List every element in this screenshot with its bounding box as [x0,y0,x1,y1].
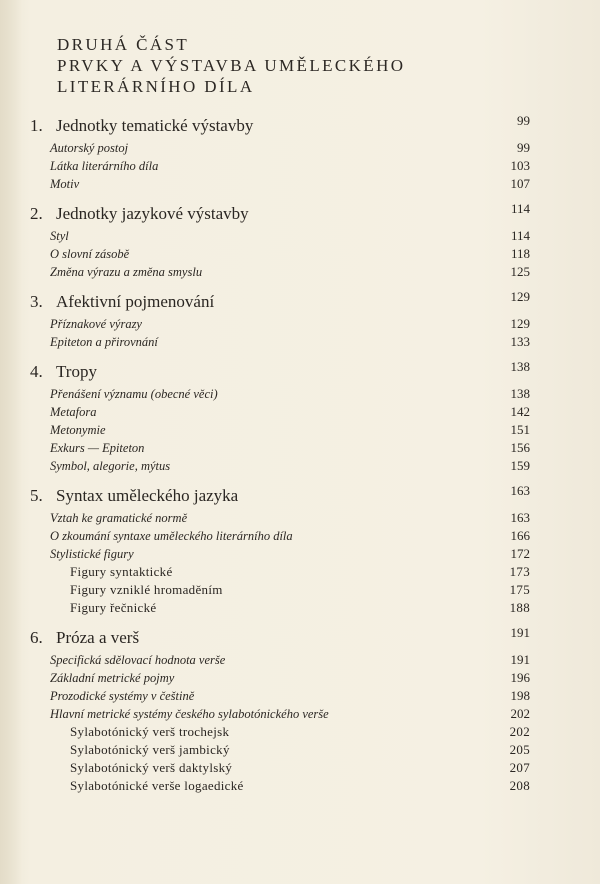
section-title: Próza a verš [56,628,140,647]
entry-title: O slovní zásobě [50,247,130,261]
part-heading-line-3: LITERÁRNÍHO DÍLA [57,77,255,96]
entry-title: Sylabotónický verš jambický [70,742,230,757]
entry-title: Metafora [50,405,97,419]
toc-entry [30,316,530,334]
section-page-number: 114 [510,201,530,216]
entry-page-number: 175 [509,582,530,597]
entry-page-number: 114 [510,228,530,243]
entry-page-number: 205 [509,742,530,757]
entry-page-number: 166 [510,528,530,543]
toc-entry [30,334,530,352]
entry-title: Stylistické figury [50,547,134,561]
toc-entry [30,176,530,194]
entry-page-number: 202 [510,706,530,721]
toc-subentry [30,760,530,778]
section-number: 6. [30,628,43,647]
toc-section-heading [30,113,530,140]
entry-title: Motiv [50,177,80,191]
entry-page-number: 125 [510,264,530,279]
toc-entry [30,546,530,564]
entry-title: Figury vzniklé hromaděním [70,582,223,597]
entry-title: Změna výrazu a změna smyslu [50,265,203,279]
toc-entry [30,670,530,688]
section-title: Jednotky tematické výstavby [56,116,254,135]
toc-subentry [30,582,530,600]
section-page-number: 163 [510,483,530,498]
section-number: 1. [30,116,43,135]
toc-entry [30,652,530,670]
toc-entry [30,404,530,422]
part-heading-line-2: PRVKY A VÝSTAVBA UMĚLECKÉHO [57,56,406,75]
section-page-number: 129 [510,289,530,304]
toc-section [30,113,530,194]
section-page-number: 99 [517,113,530,128]
entry-title: Látka literárního díla [50,159,159,173]
toc-entry [30,706,530,724]
entry-page-number: 188 [509,600,530,615]
toc-entry [30,386,530,404]
entry-title: Příznakové výrazy [50,317,142,331]
toc-section-heading [30,483,530,510]
toc-entry [30,510,530,528]
entry-page-number: 129 [510,316,530,331]
section-title: Syntax uměleckého jazyka [56,486,239,505]
section-title: Jednotky jazykové výstavby [56,204,249,223]
entry-title: Specifická sdělovací hodnota verše [50,653,226,667]
entry-page-number: 118 [510,246,530,261]
entry-title: Sylabotónický verš trochejsk [70,724,230,739]
toc-section [30,625,530,796]
entry-title: Základní metrické pojmy [50,671,175,685]
section-page-number: 138 [510,359,530,374]
entry-title: Figury syntaktické [70,564,173,579]
toc-entry [30,158,530,176]
section-title: Afektivní pojmenování [56,292,215,311]
entry-page-number: 208 [509,778,530,793]
entry-page-number: 198 [510,688,530,703]
toc-subentry [30,742,530,760]
entry-page-number: 196 [510,670,530,685]
entry-title: Vztah ke gramatické normě [50,511,188,525]
entry-page-number: 163 [510,510,530,525]
entry-page-number: 133 [510,334,530,349]
toc-entry [30,228,530,246]
toc-section-heading [30,289,530,316]
entry-page-number: 107 [510,176,530,191]
toc-entry [30,458,530,476]
entry-title: Symbol, alegorie, mýtus [50,459,171,473]
toc-entry [30,140,530,158]
toc-entry [30,264,530,282]
entry-title: Figury řečnické [70,600,157,615]
entry-title: Metonymie [50,423,106,437]
toc-subentry [30,600,530,618]
entry-page-number: 191 [510,652,530,667]
entry-title: Prozodické systémy v češtině [50,689,195,703]
toc-entry [30,528,530,546]
entry-page-number: 156 [510,440,530,455]
entry-page-number: 202 [509,724,530,739]
section-page-number: 191 [510,625,530,640]
entry-title: Hlavní metrické systémy českého sylabotónického verše [50,707,329,721]
toc-entry [30,688,530,706]
page-spine-shadow [0,0,22,884]
section-number: 5. [30,486,43,505]
toc-section [30,201,530,282]
entry-page-number: 207 [509,760,530,775]
section-number: 2. [30,204,43,223]
entry-title: Sylabotónický verš daktylský [70,760,233,775]
toc-section-heading [30,625,530,652]
entry-page-number: 151 [510,422,530,437]
table-of-contents [30,113,530,806]
entry-title: Přenášení významu (obecné věci) [50,387,218,401]
part-heading-line-1: DRUHÁ ČÁST [57,35,190,54]
toc-subentry [30,564,530,582]
entry-title: O zkoumání syntaxe uměleckého literárního díla [50,529,293,543]
entry-page-number: 172 [510,546,530,561]
entry-title: Epiteton a přirovnání [50,335,158,349]
part-heading [57,34,405,97]
entry-page-number: 173 [509,564,530,579]
toc-subentry [30,778,530,796]
section-number: 3. [30,292,43,311]
entry-page-number: 103 [510,158,530,173]
entry-page-number: 142 [510,404,530,419]
entry-page-number: 138 [510,386,530,401]
entry-page-number: 159 [510,458,530,473]
entry-title: Sylabotónické verše logaedické [70,778,244,793]
section-title: Tropy [56,362,97,381]
toc-section [30,483,530,618]
entry-title: Exkurs — Epiteton [50,441,145,455]
toc-subentry [30,724,530,742]
toc-entry [30,246,530,264]
toc-entry [30,422,530,440]
toc-section [30,289,530,352]
toc-section-heading [30,201,530,228]
entry-title: Styl [50,229,69,243]
toc-entry [30,440,530,458]
toc-section-heading [30,359,530,386]
section-number: 4. [30,362,43,381]
entry-page-number: 99 [517,140,530,155]
toc-section [30,359,530,476]
entry-title: Autorský postoj [50,141,129,155]
